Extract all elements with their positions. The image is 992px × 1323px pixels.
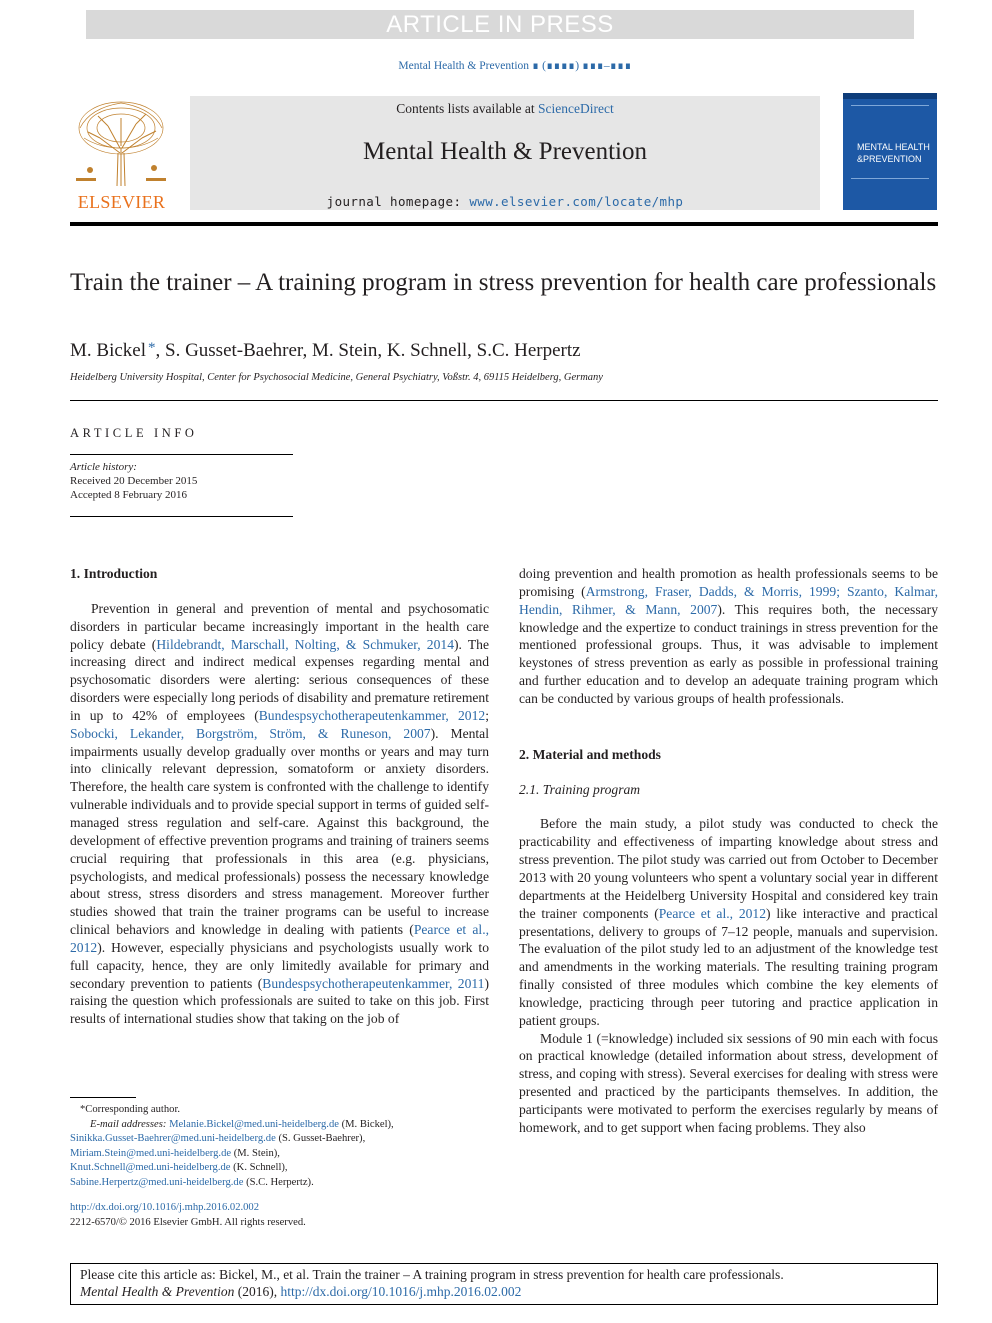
doi-link[interactable]: http://dx.doi.org/10.1016/j.mhp.2016.02.002 — [70, 1202, 260, 1213]
article-info-rule — [70, 516, 293, 517]
homepage-link[interactable]: www.elsevier.com/locate/mhp — [469, 194, 684, 209]
cover-divider — [851, 178, 929, 179]
intro-text: Prevention in general and prevention of mental and psychosomatic disorders in particular became increasingly important in the health care policy debate ( — [70, 600, 489, 652]
email-owner: (S. Gusset-Baehrer), — [278, 1133, 366, 1145]
citation-text — [80, 1266, 930, 1300]
corresponding-author-mark[interactable]: * — [148, 340, 156, 356]
methods-heading: 2. Material and methods — [519, 746, 661, 762]
intro-cont-text: ). This requires both, the necessary knowledge and the expertize to conduct trainings in stress prevention for the mentioned professional groups. Thus, it was advisable to implement keystones of stress prevention as early as possible in professional training and further education and to develop an adequate training program which can be conducted by various groups of health professionals. — [519, 601, 938, 706]
citation-year: (2016), — [234, 1284, 281, 1299]
pilot-text: ) like interactive and practical presentations, delivery to groups of 7–12 people, manuals and supervision. The evaluation of the pilot study led to an adjustment of the knowledge test and amendments in the working materials. The resulting training program finally consisted of three modules which combine the key elements of knowledge, practicing through peer tutoring and practice application in patient groups. — [519, 905, 938, 1028]
intro-text: ). However, especially physicians and psychologists usually work to full capacity, hence, they are only limitedly available for primary and secondary prevention to patients ( — [70, 939, 489, 991]
ref-pearce-2012[interactable]: Pearce et al., 2012 — [658, 905, 767, 921]
contents-line — [190, 101, 820, 117]
module1-paragraph: Module 1 (=knowledge) included six sessions of 90 min each with focus on practical knowledge (detailed information about stress, development of stress, and coping with stress). Several exercises for dealing with stress were presented and practiced by the participants themselves. In addition, the participants were motivated to perform the exercises regularly by means of homework, and to get support when facing problems. They also — [519, 1030, 938, 1135]
accepted-date: Accepted 8 February 2016 — [70, 489, 187, 501]
intro-continued — [519, 565, 938, 708]
footnote-star: * — [80, 1104, 86, 1115]
left-column — [70, 565, 489, 1028]
running-header[interactable]: Mental Health & Prevention ∎ (∎∎∎∎) ∎∎∎–∎∎∎ — [398, 60, 632, 72]
email-owner: (K. Schnell), — [233, 1162, 288, 1174]
contents-prefix: Contents lists available at — [396, 101, 535, 116]
article-info-rule — [70, 454, 293, 455]
doi-block — [70, 1201, 306, 1230]
other-authors: , S. Gusset-Baehrer, M. Stein, K. Schnell, S.C. Herpertz — [155, 340, 581, 361]
received-date: Received 20 December 2015 — [70, 475, 198, 487]
header-rule — [70, 222, 938, 226]
elsevier-tree-icon — [70, 98, 173, 188]
intro-paragraph — [70, 600, 489, 1028]
citation-line2 — [80, 1283, 930, 1300]
intro-text: ). The increasing direct and indirect medical expenses regarding mental and psychosomatic disorders were alerting: serious consequences of these disorders were especially long periods of disability and premature retirement in up to 42% of employees ( — [70, 636, 489, 723]
affiliation: Heidelberg University Hospital, Center for Psychosocial Medicine, General Psychiatry, Voßstr. 4, 69115 Heidelberg, Germany — [70, 372, 603, 383]
email-link[interactable]: Knut.Schnell@med.uni-heidelberg.de — [70, 1162, 231, 1174]
email-link[interactable]: Melanie.Bickel@med.uni-heidelberg.de — [169, 1118, 339, 1130]
corresponding-text: Corresponding author. — [85, 1104, 181, 1115]
journal-homepage — [190, 194, 820, 209]
journal-cover[interactable] — [843, 93, 937, 210]
pilot-paragraph — [519, 815, 938, 1029]
pilot-text: Before the main study, a pilot study was conducted to check the practicability and effectiveness of imparting knowledge about stress and stress prevention. The pilot study was carried out from October to December 2013 with 20 young volunteers who spent a voluntary social year in different departments at the Heidelberg University Hospital and considered key train the trainer components ( — [519, 816, 938, 921]
footnotes — [70, 1103, 394, 1191]
email-owner: (M. Stein), — [233, 1147, 280, 1159]
citation-journal: Mental Health & Prevention — [80, 1284, 235, 1299]
cover-title-line1: MENTAL HEALTH — [857, 142, 930, 152]
cover-title-line2: &PREVENTION — [857, 154, 922, 164]
issn-copyright: 2212-6570/© 2016 Elsevier GmbH. All rights reserved. — [70, 1216, 306, 1228]
email-line — [70, 1176, 394, 1191]
email-link[interactable]: Sinikka.Gusset-Baehrer@med.uni-heidelberg.de — [70, 1133, 276, 1145]
citation-doi-link[interactable]: http://dx.doi.org/10.1016/j.mhp.2016.02.002 — [280, 1284, 522, 1299]
email-owner: (S.C. Herpertz). — [246, 1176, 314, 1188]
right-column — [519, 565, 938, 1137]
article-title: Train the trainer – A training program in stress prevention for health care professionals — [70, 269, 937, 296]
email-owner: (M. Bickel), — [341, 1118, 394, 1130]
authors — [70, 340, 581, 362]
ref-hildebrandt-2014[interactable]: Hildebrandt, Marschall, Nolting, & Schmuker, 2014 — [156, 636, 454, 652]
training-heading: 2.1. Training program — [519, 781, 641, 797]
email-line — [70, 1132, 394, 1147]
ref-bundespsychotherapeutenkammer-2011[interactable]: Bundespsychotherapeutenkammer, 2011 — [262, 975, 485, 991]
article-in-press-banner: ARTICLE IN PRESS — [86, 10, 914, 39]
corresponding-note — [70, 1103, 394, 1118]
email-line — [70, 1161, 394, 1176]
article-info-heading: ARTICLE INFO — [70, 426, 198, 440]
homepage-prefix: journal homepage: — [326, 194, 462, 209]
intro-text: ; — [485, 707, 489, 723]
email-label: E-mail addresses: — [90, 1118, 167, 1130]
intro-text: ) raising the question which professionals are suited to take on this job. First results of international studies show that taking on the job of — [70, 975, 489, 1027]
email-line — [70, 1147, 394, 1162]
intro-cont-text: doing prevention and health promotion as health professionals seems to be promising ( — [519, 566, 938, 599]
ref-bundespsychotherapeutenkammer-2012[interactable]: Bundespsychotherapeutenkammer, 2012 — [258, 707, 486, 723]
cover-title — [857, 141, 930, 165]
email-link[interactable]: Sabine.Herpertz@med.uni-heidelberg.de — [70, 1176, 244, 1188]
footnote-rule — [70, 1097, 136, 1098]
citation-line1: Please cite this article as: Bickel, M., et al. Train the trainer – A training program in stress prevention for health care professionals. — [80, 1267, 784, 1282]
cover-top-band — [843, 93, 937, 99]
sciencedirect-link[interactable]: ScienceDirect — [538, 101, 614, 116]
intro-text: ). Mental impairments usually develop gradually over months or years and may turn into clinically relevant depression, somatoform or anxiety disorders. Therefore, the health care system is confronted with the challenge to identify vulnerable individuals and to provide special support in terms of guided self-managed stress regulation and self-care. Against this background, the development of effective prevention programs and training of trainers seems crucial requiring that professionals in this area (e.g. physicians, psychologists, and medical professionals) possess the necessary knowledge about stress, stress disorders and stress management. Moreover further studies showed that train the trainer programs can be useful to increase clinical behaviors and knowledge in dealing with patients ( — [70, 725, 489, 938]
ref-pearce-2012[interactable]: Pearce et al., 2012 — [70, 922, 490, 955]
intro-heading: 1. Introduction — [70, 566, 158, 581]
title-rule — [70, 400, 938, 401]
ref-armstrong-szanto[interactable]: Armstrong, Fraser, Dadds, & Morris, 1999; Szanto, Kalmar, Hendin, Rihmer, & Mann, 2007 — [519, 583, 939, 617]
cover-divider — [851, 105, 929, 106]
ref-sobocki-2007[interactable]: Sobocki, Lekander, Borgström, Ström, & Runeson, 2007 — [70, 725, 431, 741]
first-author: M. Bickel — [70, 340, 146, 361]
email-line — [70, 1118, 394, 1133]
email-link[interactable]: Miriam.Stein@med.uni-heidelberg.de — [70, 1147, 232, 1159]
article-history — [70, 460, 197, 502]
journal-title: Mental Health & Prevention — [363, 138, 647, 165]
elsevier-logo — [70, 98, 173, 211]
history-label: Article history: — [70, 461, 137, 473]
elsevier-wordmark: ELSEVIER — [77, 192, 166, 212]
